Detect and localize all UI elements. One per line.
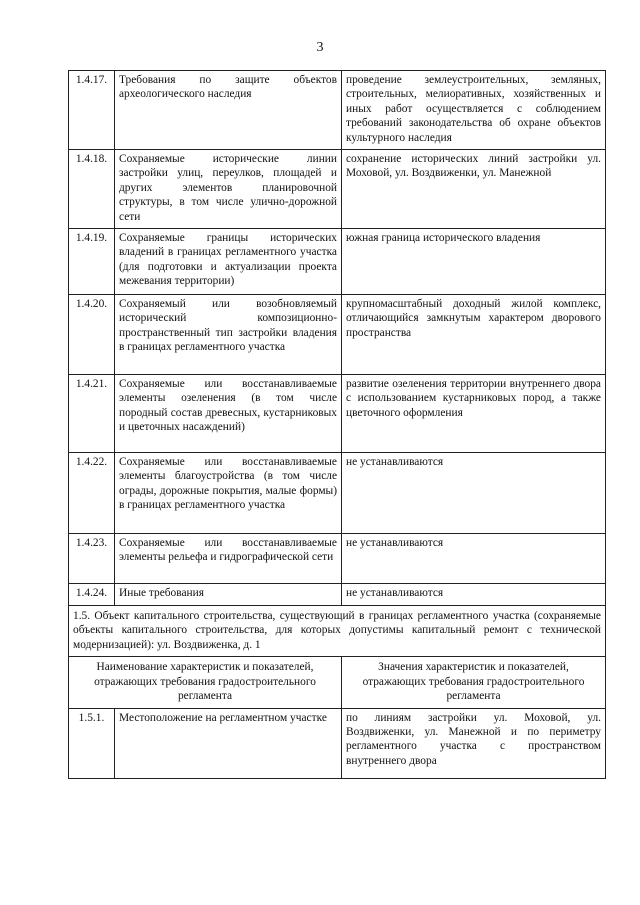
row-number: 1.4.23.	[69, 534, 115, 584]
row-name: Сохраняемые исторические линии застройки улиц, переулков, площадей и других элементов планировочной структуры, в том числе улично-дорожной сети	[115, 150, 342, 229]
row-name: Сохраняемые или восстанавливаемые элементы озеленения (в том числе породный состав древесных, кустарниковых и цветочных насаждений)	[115, 375, 342, 453]
row-number: 1.4.21.	[69, 375, 115, 453]
table-row	[69, 453, 606, 534]
row-name: Местоположение на регламентном участке	[115, 708, 342, 778]
row-name: Требования по защите объектов археологического наследия	[115, 71, 342, 150]
row-name: Сохраняемый или возобновляемый исторический композиционно-пространственный тип застройки владения в границах регламентного участка	[115, 295, 342, 375]
row-value: южная граница исторического владения	[342, 229, 606, 295]
table-row	[69, 584, 606, 606]
table-row	[69, 229, 606, 295]
row-value: не устанавливаются	[342, 534, 606, 584]
requirements-table	[68, 70, 606, 779]
section-1-5-text: 1.5. Объект капитального строительства, существующий в границах регламентного участка (сохраняемые объекты капитального строительства, для которых допустимы капитальный ремонт с технической модернизацией): ул. Воздвиженка, д. 1	[69, 606, 606, 657]
header-right: Значения характеристик и показателей, отражающих требования градостроительного регламента	[342, 657, 606, 708]
row-number: 1.4.18.	[69, 150, 115, 229]
row-number: 1.5.1.	[69, 708, 115, 778]
row-name: Сохраняемые границы исторических владений в границах регламентного участка (для подготовки и актуализации проекта межевания территории)	[115, 229, 342, 295]
table-row	[69, 150, 606, 229]
page-number: 3	[316, 40, 324, 55]
row-name: Сохраняемые или восстанавливаемые элементы рельефа и гидрографической сети	[115, 534, 342, 584]
section-header-row	[69, 657, 606, 708]
row-value: проведение землеустроительных, земляных, строительных, мелиоративных, хозяйственных и иных работ осуществляется с соблюдением требований законодательства об охране объектов культурного наследия	[342, 71, 606, 150]
row-number: 1.4.22.	[69, 453, 115, 534]
row-value: развитие озеленения территории внутреннего двора с использованием кустарниковых пород, а также цветочного оформления	[342, 375, 606, 453]
row-number: 1.4.20.	[69, 295, 115, 375]
row-value: сохранение исторических линий застройки ул. Моховой, ул. Воздвиженки, ул. Манежной	[342, 150, 606, 229]
row-value: не устанавливаются	[342, 584, 606, 606]
table-row	[69, 71, 606, 150]
row-name: Иные требования	[115, 584, 342, 606]
row-number: 1.4.17.	[69, 71, 115, 150]
section-row	[69, 606, 606, 657]
table-row	[69, 534, 606, 584]
row-value: крупномасштабный доходный жилой комплекс, отличающийся замкнутым характером дворового пространства	[342, 295, 606, 375]
header-left: Наименование характеристик и показателей, отражающих требования градостроительного регламента	[69, 657, 342, 708]
requirements-document	[68, 70, 606, 779]
table-row	[69, 295, 606, 375]
row-value: по линиям застройки ул. Моховой, ул. Воздвиженки, ул. Манежной и по периметру регламентного участка с пространством внутреннего двора	[342, 708, 606, 778]
row-number: 1.4.24.	[69, 584, 115, 606]
table-row	[69, 708, 606, 778]
table-row	[69, 375, 606, 453]
row-name: Сохраняемые или восстанавливаемые элементы благоустройства (в том числе ограды, дорожные покрытия, малые формы) в границах регламентного участка	[115, 453, 342, 534]
row-value: не устанавливаются	[342, 453, 606, 534]
row-number: 1.4.19.	[69, 229, 115, 295]
